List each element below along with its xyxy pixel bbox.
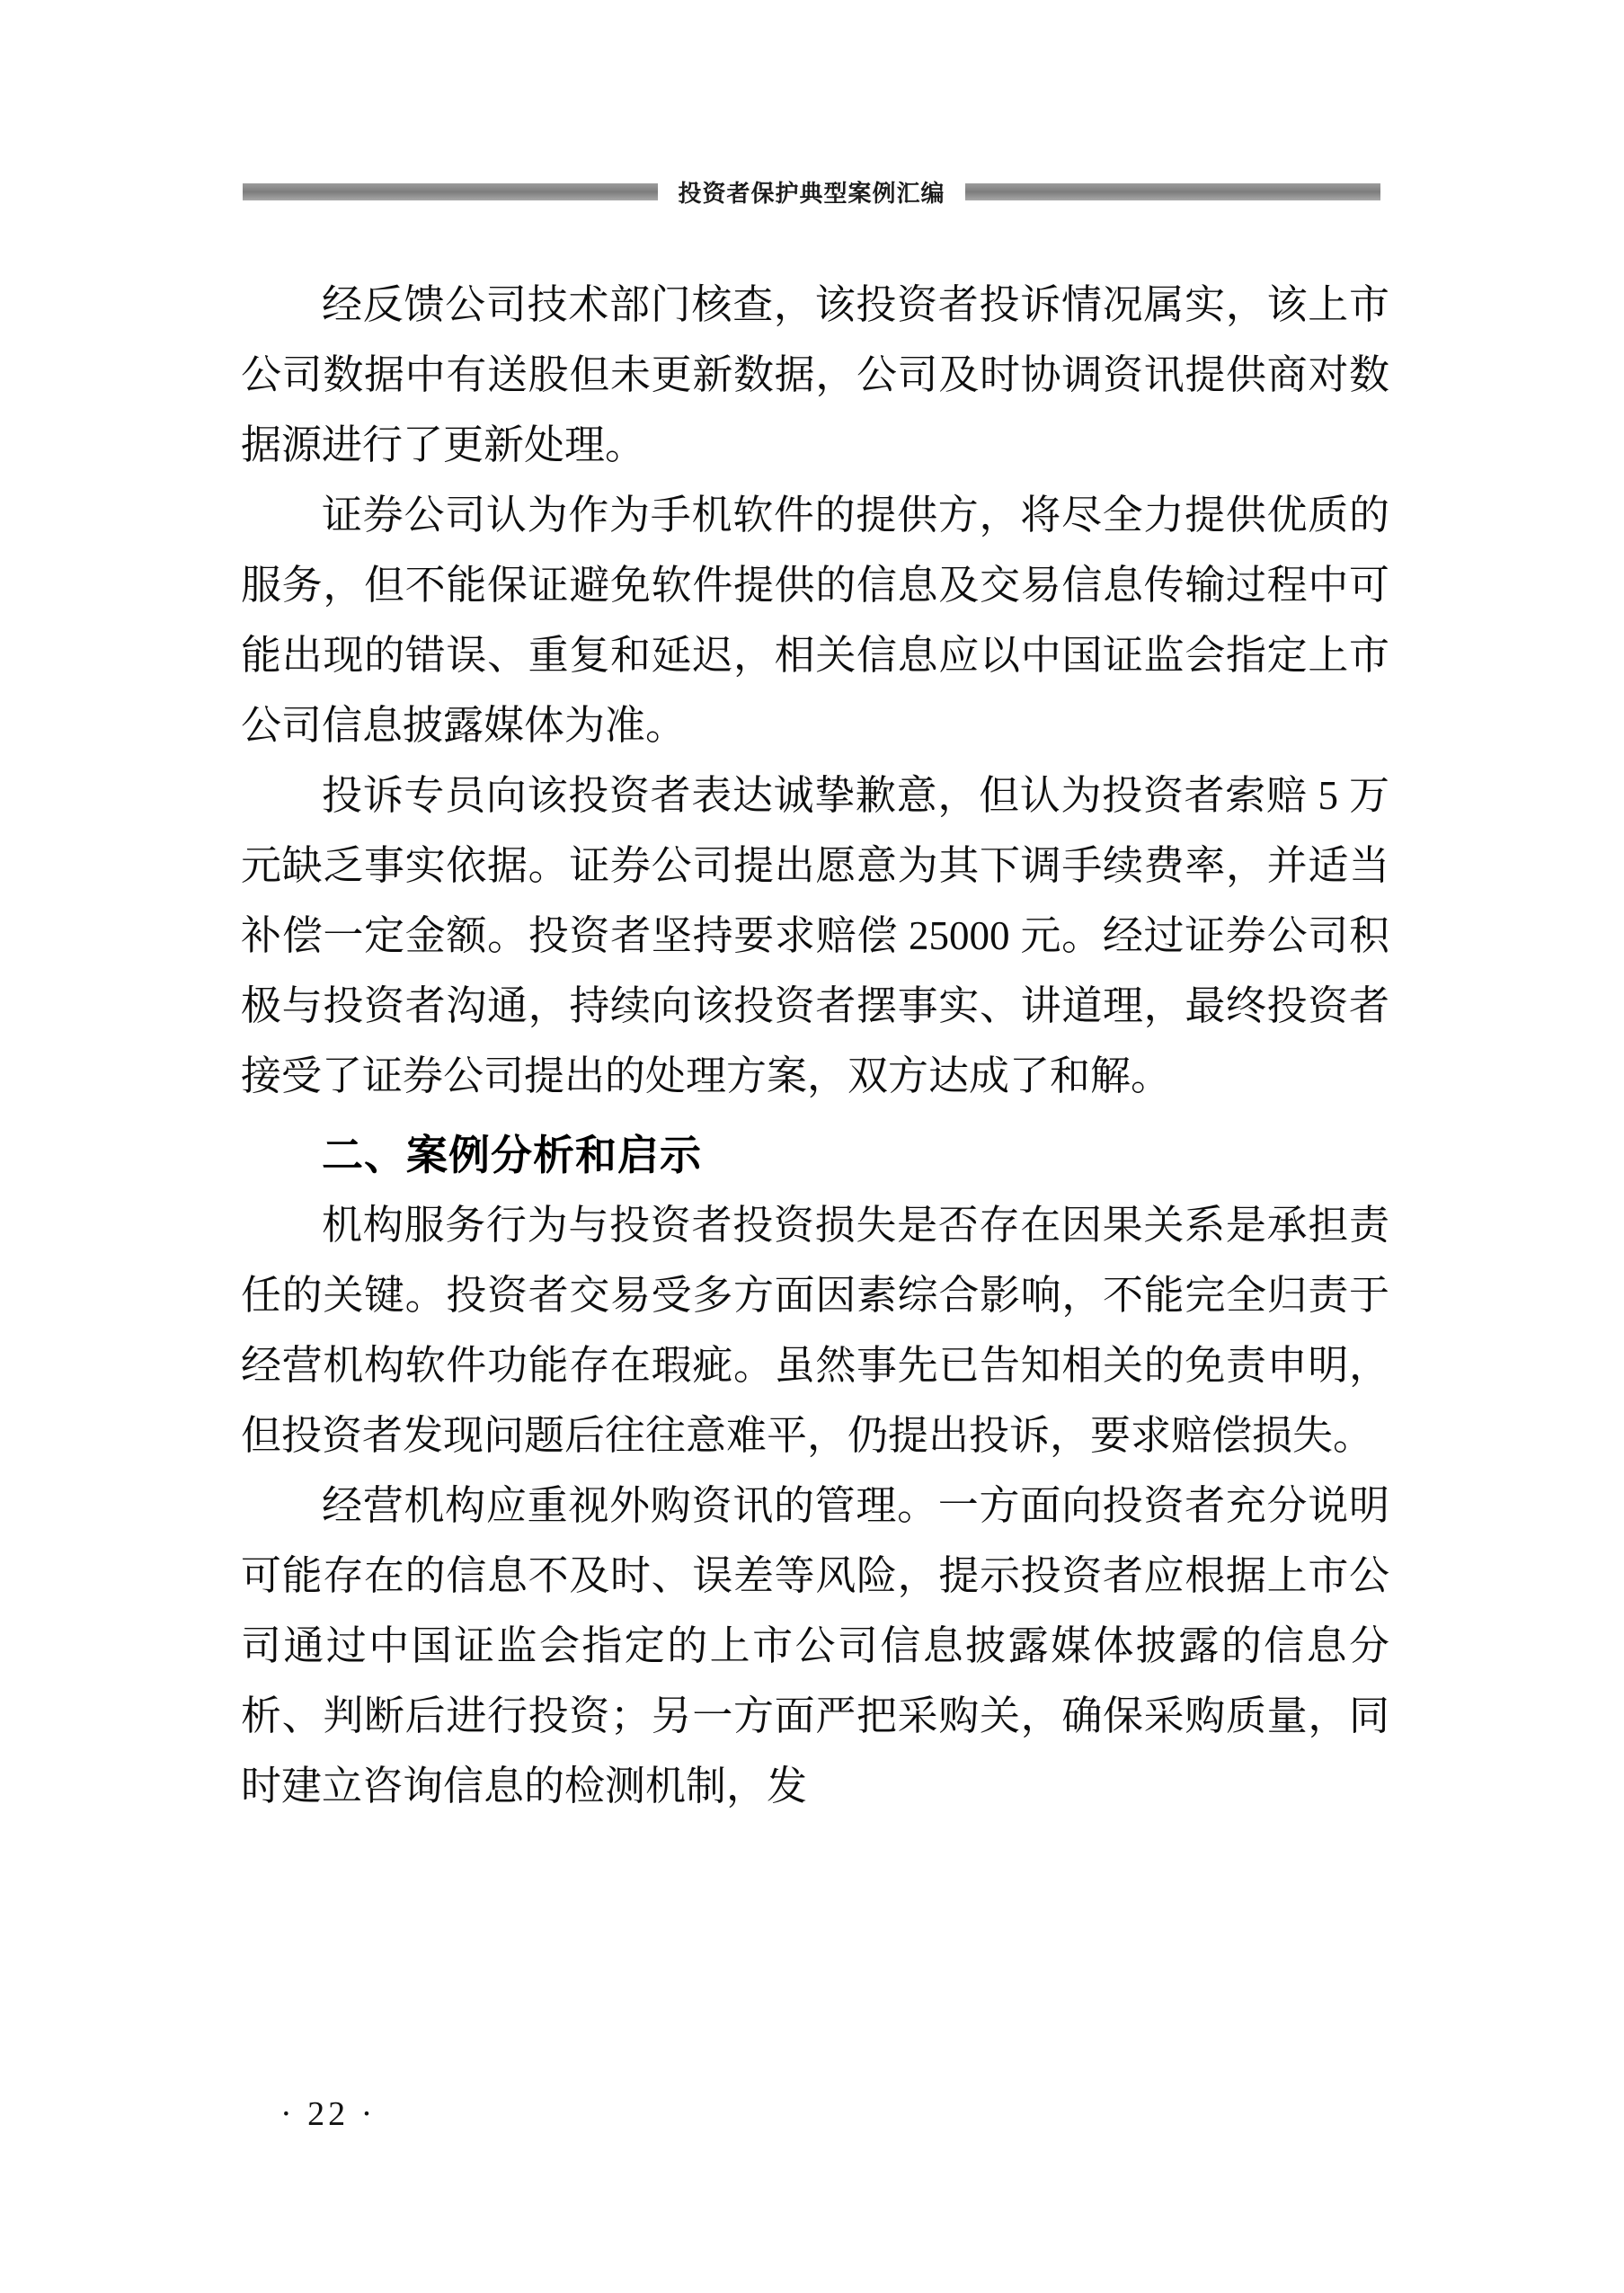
running-header: [155, 176, 1469, 207]
header-rule-right: [965, 183, 1380, 200]
header-rule-left: [243, 183, 658, 200]
body-text: [241, 270, 1389, 1821]
section-paragraph-1: 机构服务行为与投资者投资损失是否存在因果关系是承担责任的关键。投资者交易受多方面因素综合影响，不能完全归责于经营机构软件功能存在瑕疵。虽然事先已告知相关的免责申明，但投资者发现问题后往往意难平，仍提出投诉，要求赔偿损失。: [241, 1203, 1389, 1458]
page-number: · 22 ·: [280, 2095, 377, 2133]
paragraph-2: 证券公司认为作为手机软件的提供方，将尽全力提供优质的服务，但不能保证避免软件提供的信息及交易信息传输过程中可能出现的错误、重复和延迟，相关信息应以中国证监会指定上市公司信息披露媒体为准。: [241, 493, 1389, 748]
section-paragraph-2: 经营机构应重视外购资讯的管理。一方面向投资者充分说明可能存在的信息不及时、误差等风险，提示投资者应根据上市公司通过中国证监会指定的上市公司信息披露媒体披露的信息分析、判断后进行投资；另一方面严把采购关，确保采购质量，同时建立咨询信息的检测机制，发: [241, 1483, 1389, 1809]
paragraph-3: 投诉专员向该投资者表达诚挚歉意，但认为投资者索赔 5 万元缺乏事实依据。证券公司提出愿意为其下调手续费率，并适当补偿一定金额。投资者坚持要求赔偿 25000 元。经过证券公司积极与投资者沟通，持续向该投资者摆事实、讲道理，最终投资者接受了证券公司提出的处理方案，双方达成了和解。: [241, 773, 1389, 1098]
page-footer: [241, 2094, 1389, 2134]
section-heading: 二、案例分析和启示: [322, 1131, 702, 1179]
header-title: 投资者保护典型案例汇编: [678, 180, 945, 208]
paragraph-1: 经反馈公司技术部门核查，该投资者投诉情况属实，该上市公司数据中有送股但未更新数据，公司及时协调资讯提供商对数据源进行了更新处理。: [241, 282, 1389, 467]
